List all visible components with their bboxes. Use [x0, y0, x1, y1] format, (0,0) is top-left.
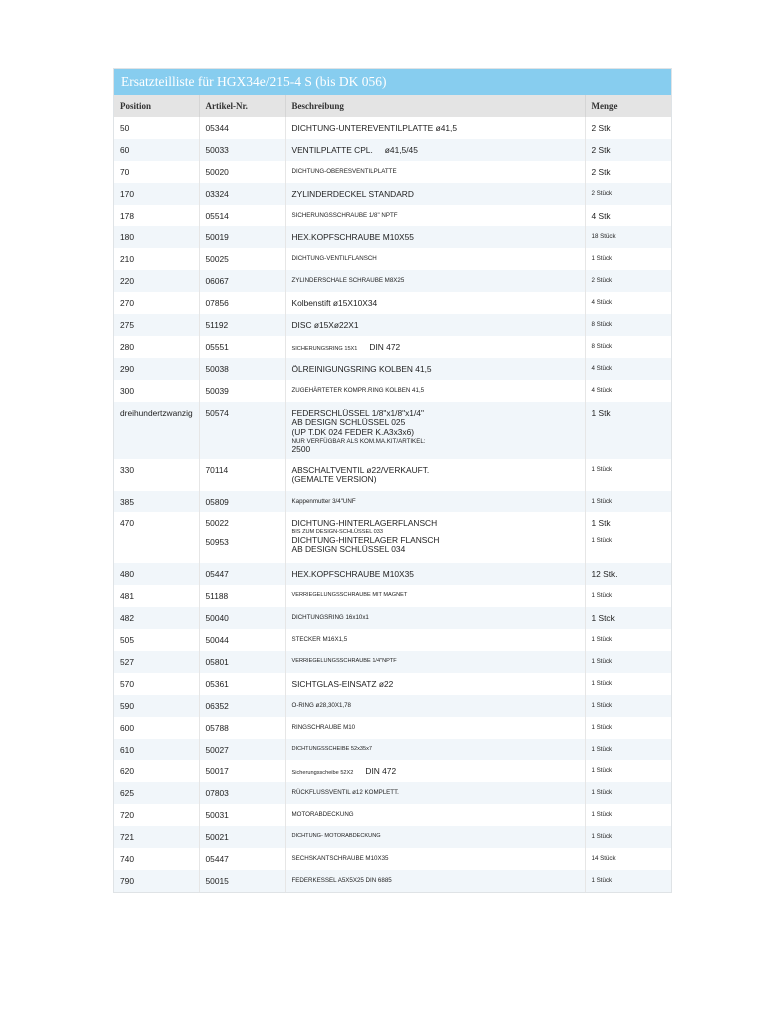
cell-beschreibung: HEX.KOPFSCHRAUBE M10X55	[285, 226, 585, 248]
menge-line: 1 Stk	[591, 518, 611, 529]
table-row	[114, 139, 671, 161]
cell-beschreibung	[285, 760, 585, 782]
cell-artikel: 06067	[199, 270, 285, 292]
cell-artikel: 51188	[199, 585, 285, 607]
artikel-line: 50953	[205, 537, 229, 548]
cell-beschreibung: FEDERKESSEL A5X5X25 DIN 6885	[285, 870, 585, 892]
cell-position: 600	[114, 717, 199, 739]
cell-menge: 1 Stück	[585, 717, 671, 739]
cell-artikel: 05514	[199, 205, 285, 227]
cell-menge: 8 Stück	[585, 314, 671, 336]
desc-line: (GEMALTE VERSION)	[291, 474, 377, 485]
cell-artikel: 05361	[199, 673, 285, 695]
cell-menge: 1 Stück	[585, 695, 671, 717]
table-row	[114, 585, 671, 607]
table-row	[114, 248, 671, 270]
cell-position: 170	[114, 183, 199, 205]
cell-beschreibung	[285, 512, 585, 563]
cell-position: 505	[114, 629, 199, 651]
table-row	[114, 848, 671, 870]
cell-beschreibung: Kolbenstift ø15X10X34	[285, 292, 585, 314]
desc-line: 2500	[291, 443, 311, 454]
cell-position: 610	[114, 739, 199, 761]
cell-position: 300	[114, 380, 199, 402]
cell-menge: 1 Stück	[585, 459, 671, 491]
cell-menge: 4 Stück	[585, 380, 671, 402]
cell-menge: 2 Stück	[585, 183, 671, 205]
table-row	[114, 870, 671, 892]
cell-menge: 1 Stk	[585, 402, 671, 459]
table-row	[114, 629, 671, 651]
cell-artikel: 50044	[199, 629, 285, 651]
desc-text: VENTILPLATTE CPL.	[291, 144, 373, 155]
table-row	[114, 270, 671, 292]
cell-beschreibung: STECKER M16X1,5	[285, 629, 585, 651]
cell-beschreibung	[285, 402, 585, 459]
cell-menge: 4 Stück	[585, 358, 671, 380]
cell-beschreibung: DICHTUNGSSCHEIBE 52x35x7	[285, 739, 585, 761]
table-row	[114, 459, 671, 491]
table-row	[114, 336, 671, 358]
cell-position: 481	[114, 585, 199, 607]
cell-position: 625	[114, 782, 199, 804]
cell-menge: 12 Stk.	[585, 563, 671, 585]
cell-artikel: 50038	[199, 358, 285, 380]
table-row	[114, 826, 671, 848]
cell-beschreibung	[285, 336, 585, 358]
cell-artikel: 07856	[199, 292, 285, 314]
table-row	[114, 402, 671, 459]
cell-beschreibung: ZYLINDERSCHALE SCHRAUBE M8X25	[285, 270, 585, 292]
cell-artikel: 50017	[199, 760, 285, 782]
cell-position: 210	[114, 248, 199, 270]
desc-line: BIS ZUM DESIGN-SCHLÜSSEL 033	[291, 529, 383, 536]
cell-menge: 1 Stück	[585, 585, 671, 607]
table-row	[114, 717, 671, 739]
cell-artikel: 50031	[199, 804, 285, 826]
cell-position: 330	[114, 459, 199, 491]
cell-position: 180	[114, 226, 199, 248]
header-artikel: Artikel-Nr.	[199, 95, 285, 117]
cell-position: 590	[114, 695, 199, 717]
table-row	[114, 782, 671, 804]
cell-menge: 18 Stück	[585, 226, 671, 248]
cell-beschreibung: Kappenmutter 3/4"UNF	[285, 491, 585, 513]
cell-beschreibung	[285, 459, 585, 491]
table-row	[114, 512, 671, 563]
table-row	[114, 161, 671, 183]
cell-position: 275	[114, 314, 199, 336]
table-row	[114, 760, 671, 782]
cell-artikel: 50021	[199, 826, 285, 848]
cell-beschreibung: VERRIEGELUNGSSCHRAUBE 1/4"NPTF	[285, 651, 585, 673]
cell-beschreibung: ZYLINDERDECKEL STANDARD	[285, 183, 585, 205]
header-position: Position	[114, 95, 199, 117]
cell-position: 740	[114, 848, 199, 870]
desc-line: NUR VERFÜGBAR ALS KOM.MA.KIT/ARTIKEL:	[291, 437, 426, 445]
cell-beschreibung: DICHTUNGSRING 16x10x1	[285, 607, 585, 629]
cell-menge: 4 Stk	[585, 205, 671, 227]
cell-menge: 1 Stck	[585, 607, 671, 629]
cell-artikel: 05801	[199, 651, 285, 673]
cell-beschreibung: DICHTUNG-UNTEREVENTILPLATTE ø41,5	[285, 117, 585, 139]
cell-beschreibung: ZUGEHÄRTETER KOMPR.RING KOLBEN 41,5	[285, 380, 585, 402]
cell-position: 620	[114, 760, 199, 782]
cell-position: 178	[114, 205, 199, 227]
cell-menge: 1 Stück	[585, 826, 671, 848]
cell-artikel: 50020	[199, 161, 285, 183]
cell-artikel: 50574	[199, 402, 285, 459]
desc-text: Sicherungsscheibe 52X2	[291, 770, 354, 777]
parts-list-title: Ersatzteilliste für HGX34e/215-4 S (bis DK 056)	[114, 69, 671, 95]
table-row	[114, 183, 671, 205]
cell-beschreibung: DISC ø15Xø22X1	[285, 314, 585, 336]
header-menge: Menge	[585, 95, 671, 117]
cell-artikel: 50025	[199, 248, 285, 270]
table-row	[114, 804, 671, 826]
cell-artikel: 05344	[199, 117, 285, 139]
cell-menge: 8 Stück	[585, 336, 671, 358]
artikel-line: 50022	[205, 518, 229, 529]
table-row	[114, 226, 671, 248]
cell-artikel: 06352	[199, 695, 285, 717]
cell-artikel: 05551	[199, 336, 285, 358]
cell-artikel: 51192	[199, 314, 285, 336]
cell-position: 70	[114, 161, 199, 183]
header-beschreibung: Beschreibung	[285, 95, 585, 117]
cell-beschreibung	[285, 139, 585, 161]
parts-table	[114, 95, 671, 892]
cell-position: 290	[114, 358, 199, 380]
table-row	[114, 205, 671, 227]
cell-position: 220	[114, 270, 199, 292]
cell-position: dreihundertzwanzig	[114, 402, 199, 459]
table-row	[114, 695, 671, 717]
cell-beschreibung: DICHTUNG-VENTILFLANSCH	[285, 248, 585, 270]
cell-menge: 2 Stk	[585, 117, 671, 139]
cell-artikel: 05809	[199, 491, 285, 513]
cell-artikel: 05447	[199, 563, 285, 585]
desc-line: DICHTUNG-HINTERLAGER FLANSCH	[291, 534, 440, 545]
cell-menge: 1 Stück	[585, 651, 671, 673]
cell-menge: 1 Stück	[585, 739, 671, 761]
cell-position: 280	[114, 336, 199, 358]
desc-line: FEDERSCHLÜSSEL 1/8"x1/8"x1/4"	[291, 407, 424, 418]
cell-artikel: 50033	[199, 139, 285, 161]
cell-position: 470	[114, 512, 199, 563]
cell-menge: 1 Stück	[585, 629, 671, 651]
cell-position: 480	[114, 563, 199, 585]
cell-menge: 2 Stück	[585, 270, 671, 292]
desc-line: AB DESIGN SCHLÜSSEL 025	[291, 417, 406, 428]
table-row	[114, 380, 671, 402]
parts-list-sheet	[113, 68, 672, 893]
cell-beschreibung: SICHTGLAS-EINSATZ ø22	[285, 673, 585, 695]
cell-beschreibung: RINGSCHRAUBE M10	[285, 717, 585, 739]
cell-beschreibung: VERRIEGELUNGSSCHRAUBE MIT MAGNET	[285, 585, 585, 607]
cell-position: 270	[114, 292, 199, 314]
cell-artikel: 50015	[199, 870, 285, 892]
cell-menge: 1 Stück	[585, 491, 671, 513]
cell-artikel: 07803	[199, 782, 285, 804]
cell-position: 570	[114, 673, 199, 695]
cell-artikel: 50040	[199, 607, 285, 629]
desc-line: (UP T.DK 024 FEDER K.A3x3x6)	[291, 426, 415, 437]
cell-position: 482	[114, 607, 199, 629]
cell-menge: 1 Stück	[585, 760, 671, 782]
cell-beschreibung: DICHTUNG- MOTORABDECKUNG	[285, 826, 585, 848]
table-row	[114, 739, 671, 761]
desc-text: SICHERUNGSRING 15X1	[291, 345, 358, 352]
cell-beschreibung: MOTORABDECKUNG	[285, 804, 585, 826]
cell-menge: 1 Stück	[585, 248, 671, 270]
cell-artikel: 05447	[199, 848, 285, 870]
cell-position: 385	[114, 491, 199, 513]
cell-position: 721	[114, 826, 199, 848]
cell-beschreibung: HEX.KOPFSCHRAUBE M10X35	[285, 563, 585, 585]
cell-menge: 4 Stück	[585, 292, 671, 314]
table-row	[114, 358, 671, 380]
table-row	[114, 673, 671, 695]
cell-artikel: 50027	[199, 739, 285, 761]
desc-line: ABSCHALTVENTIL ø22/VERKAUFT.	[291, 464, 430, 475]
table-row	[114, 563, 671, 585]
desc-extra: DIN 472	[365, 766, 397, 777]
cell-beschreibung: DICHTUNG-OBERESVENTILPLATTE	[285, 161, 585, 183]
cell-position: 790	[114, 870, 199, 892]
cell-artikel: 03324	[199, 183, 285, 205]
cell-artikel: 50039	[199, 380, 285, 402]
cell-beschreibung: ÖLREINIGUNGSRING KOLBEN 41,5	[285, 358, 585, 380]
cell-menge: 1 Stück	[585, 782, 671, 804]
cell-artikel: 50019	[199, 226, 285, 248]
table-row	[114, 651, 671, 673]
table-row	[114, 607, 671, 629]
cell-beschreibung: O-RING ø28,30X1,78	[285, 695, 585, 717]
table-row	[114, 117, 671, 139]
cell-beschreibung: SECHSKANTSCHRAUBE M10X35	[285, 848, 585, 870]
desc-extra: DIN 472	[369, 341, 401, 352]
cell-artikel	[199, 512, 285, 563]
cell-menge: 1 Stück	[585, 673, 671, 695]
cell-beschreibung: RÜCKFLUSSVENTIL ø12 KOMPLETT.	[285, 782, 585, 804]
cell-beschreibung: SICHERUNGSSCHRAUBE 1/8" NPTF	[285, 205, 585, 227]
cell-menge	[585, 512, 671, 563]
desc-line: AB DESIGN SCHLÜSSEL 034	[291, 544, 406, 555]
cell-position: 50	[114, 117, 199, 139]
cell-position: 720	[114, 804, 199, 826]
menge-line: 1 Stück	[591, 537, 613, 545]
cell-menge: 1 Stück	[585, 870, 671, 892]
cell-artikel: 05788	[199, 717, 285, 739]
cell-position: 60	[114, 139, 199, 161]
desc-extra: ø41,5/45	[384, 144, 418, 155]
table-header-row	[114, 95, 671, 117]
table-row	[114, 314, 671, 336]
cell-menge: 1 Stück	[585, 804, 671, 826]
table-row	[114, 491, 671, 513]
desc-line: DICHTUNG-HINTERLAGERFLANSCH	[291, 518, 438, 529]
cell-menge: 2 Stk	[585, 161, 671, 183]
cell-menge: 14 Stück	[585, 848, 671, 870]
cell-menge: 2 Stk	[585, 139, 671, 161]
cell-artikel: 70114	[199, 459, 285, 491]
table-row	[114, 292, 671, 314]
cell-position: 527	[114, 651, 199, 673]
